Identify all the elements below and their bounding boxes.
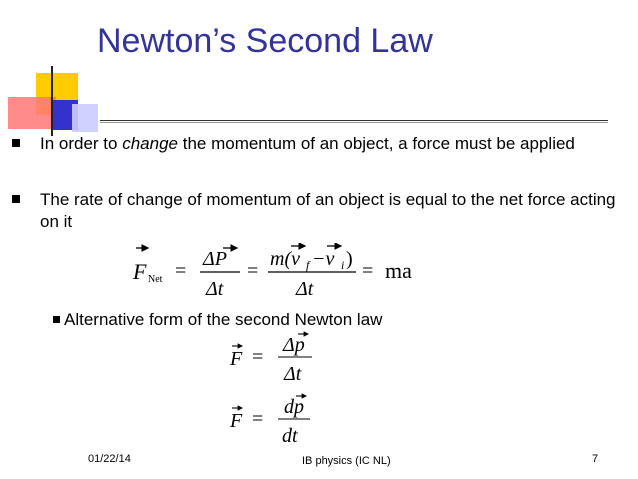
footer-center: IB physics (IC NL): [302, 455, 391, 467]
eq3-num: dp: [284, 396, 304, 418]
slide-title: Newton’s Second Law: [97, 22, 433, 60]
bullet-2: The rate of change of momentum of an object is equal to the net force acting on it: [40, 190, 616, 231]
bullet-marker: [12, 139, 20, 147]
bullet-1-post: the momentum of an object, a force must be applied: [178, 134, 575, 153]
footer-page-number: 7: [592, 453, 599, 465]
bullet-marker: [12, 195, 20, 203]
sub-bullet: Alternative form of the second Newton law: [64, 310, 383, 329]
eq3-lhs: F: [230, 410, 243, 432]
eq-main-rhs: ma: [385, 258, 412, 283]
bullet-1-pre: In order to: [40, 134, 123, 153]
eq-main-frac2-num-c: −v: [312, 248, 335, 270]
eq-main-frac2-den: Δt: [296, 278, 314, 300]
eq-main-frac2-num-b: f: [306, 258, 310, 272]
eq-main-frac2-num-d: i: [341, 258, 345, 272]
equation-3: [226, 392, 336, 452]
eq2-den: Δt: [284, 363, 302, 385]
eq2-equals: =: [252, 346, 264, 368]
title-rule: [100, 120, 608, 121]
deco-lavender-square: [72, 104, 98, 132]
eq3-equals: =: [252, 408, 264, 430]
eq-main-equals-3: =: [362, 260, 374, 282]
deco-red-square: [8, 97, 56, 129]
eq-main-frac1-den: Δt: [206, 278, 224, 300]
sub-bullet-marker: [53, 316, 60, 323]
eq-main-lhs-sub: Net: [148, 274, 163, 285]
eq2-num: Δp: [283, 334, 305, 356]
equation-2: [226, 330, 336, 390]
eq-main-lhs: F: [133, 259, 147, 284]
bullet-1-emphasis: change: [122, 134, 178, 153]
eq-main-frac2-num-a: m(v: [270, 248, 300, 270]
eq-main-equals-2: =: [247, 260, 259, 282]
eq-main-frac2-num-e: ): [346, 248, 353, 270]
eq2-lhs: F: [230, 348, 243, 370]
equation-main: [130, 243, 430, 303]
deco-vertical-line: [51, 66, 53, 136]
eq3-den: dt: [282, 425, 298, 447]
title-rule-shadow: [100, 122, 608, 123]
eq-main-frac1-num: ΔP: [203, 248, 227, 270]
footer-date: 01/22/14: [88, 453, 131, 465]
bullet-1: [40, 133, 620, 155]
eq-main-equals-1: =: [175, 260, 187, 282]
